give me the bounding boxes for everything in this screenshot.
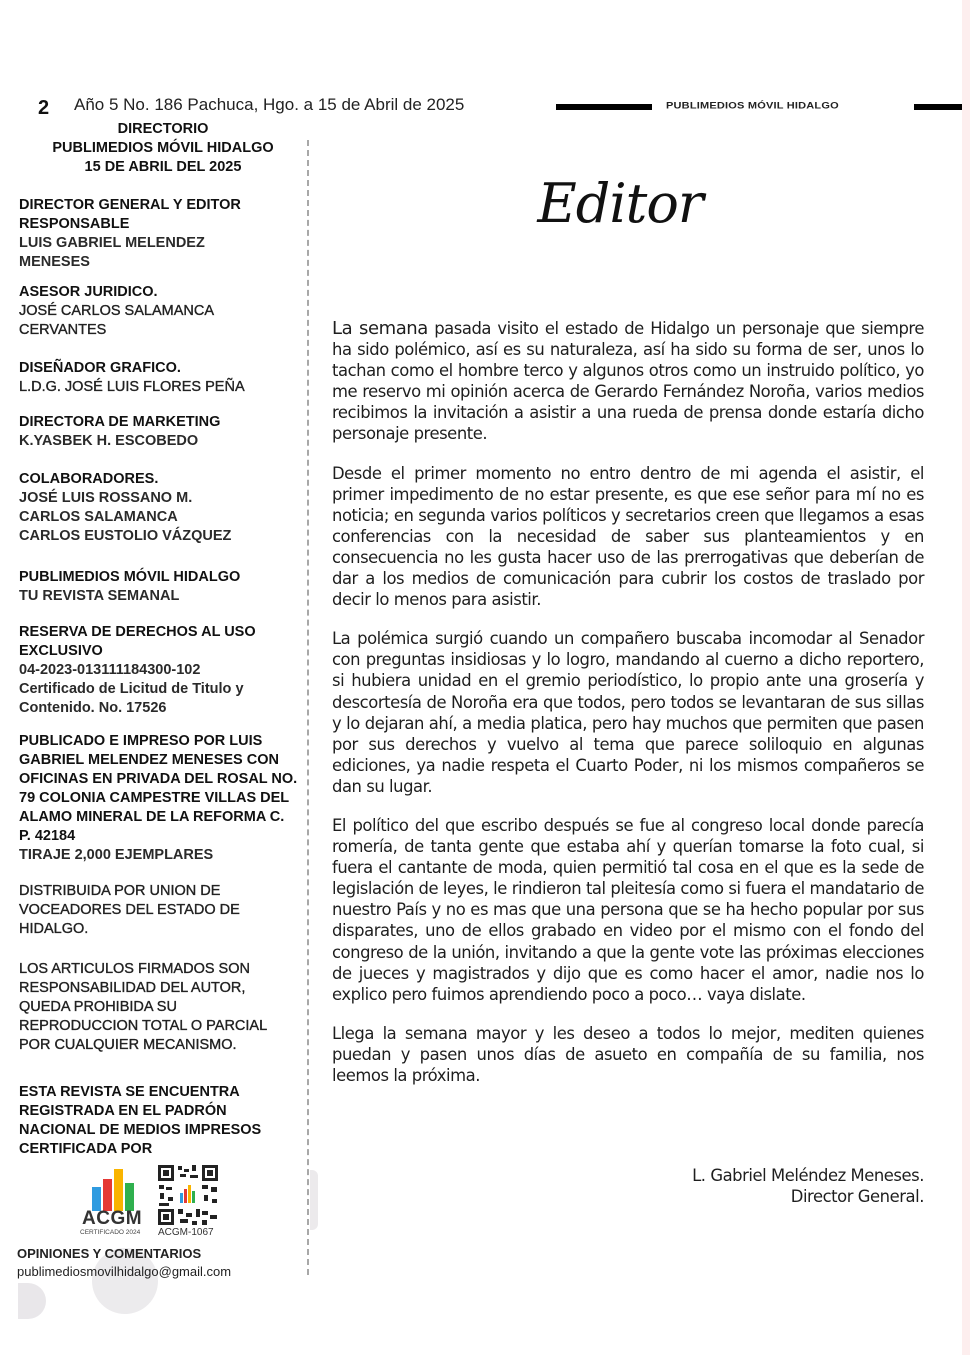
- section-body: L.D.G. JOSÉ LUIS FLORES PEÑA: [19, 379, 245, 395]
- acgm-certificate-year: CERTIFICADO 2024: [80, 1229, 141, 1236]
- section-title: DIRECTOR GENERAL Y EDITOR RESPONSABLE: [19, 197, 241, 232]
- signature: [692, 1165, 924, 1207]
- section-title: PUBLIMEDIOS MÓVIL HIDALGO: [19, 569, 241, 585]
- section-body: LUIS GABRIEL MELENDEZ MENESES: [19, 235, 205, 270]
- directory-section-rights: [19, 623, 309, 718]
- contact-email[interactable]: publimediosmovilhidalgo@gmail.com: [17, 1264, 232, 1279]
- article-paragraph: El político del que escribo después se fue al congreso local donde parecía romería, de tanta gente que estaba ahí y querían tomarse la foto cual, si fuera el cantante de moda, quien permitió tal cosa en el que es la sede de legislación de leyes, le rindieron tal pleitesía como si fuera el mandatario de nuestro País y no es mas que una persona que se ha hecho popular por sus disparates, uno de ellos grabado en video por el mismo con el fondo del congreso de la unión, invitando a que la gente vote las próximas elecciones de jueces y magistrados y dijo que es como hacer el amor, nadie nos lo explico pero fuimos aprendiendo poco a poco… vaya dislate.: [332, 815, 924, 1004]
- article-lead: La semana: [332, 318, 428, 339]
- directory-date: 15 DE ABRIL DEL 2025: [84, 159, 242, 175]
- directory-section-director: [19, 196, 309, 272]
- section-title: ASESOR JURIDICO.: [19, 284, 158, 300]
- acgm-id: ACGM-1067: [158, 1227, 214, 1238]
- acgm-logo-bars: [92, 1169, 142, 1211]
- article-title: Editor: [537, 172, 703, 235]
- section-body-line: Certificado de Licitud de Titulo y Contenido. No. 17526: [19, 681, 244, 716]
- header-rule-left: [556, 104, 652, 110]
- page-edge: [962, 0, 970, 1355]
- directory-section-marketing: [19, 413, 309, 451]
- section-title: RESERVA DE DERECHOS AL USO EXCLUSIVO: [19, 624, 256, 659]
- article-paragraph: La polémica surgió cuando un compañero buscaba incomodar al Senador con preguntas insidiosas y lo logro, mandando al cuerno a dicho reportero, si hubiera unidad en el gremio periodístico, lo propio ante una grosería y descortesía de Noroña era que todos, pero todos se levantaran de sus sillas y lo dejaran ahí, a media platica, pero hay muchos que permiten que pasen por sus derechos y vuelvo al tema que parece soliloquio en algunas ediciones, ya nadie respeta el Cuarto Poder, ni los mismos compañeros se dan su lugar.: [332, 629, 924, 796]
- contact-title: OPINIONES Y COMENTARIOS: [17, 1246, 202, 1261]
- article-paragraph: Desde el primer momento no entro dentro de mi agenda el asistir, el primer impedimento de no estar presente, es que ese señor para mí no es noticia; en segunda varios políticos y secretarios creen que llegamos a esas conferencias con la necesidad de saber sus planteamientos y en consecuencia no les gusta hacer uso de las prerrogativas que deberían de dar a los medios de comunicación para cubrir los costos de traslado por decir lo menos para asistir.: [332, 463, 924, 610]
- article-paragraph: [332, 318, 924, 445]
- decorative-circle: [18, 1283, 46, 1319]
- page-number: 2: [38, 97, 50, 119]
- qr-code-icon: [156, 1163, 220, 1227]
- section-body-line: JOSÉ LUIS ROSSANO M.: [19, 490, 193, 506]
- section-body-line: CARLOS SALAMANCA: [19, 509, 178, 525]
- decorative-circle: [310, 1170, 318, 1230]
- section-body: TU REVISTA SEMANAL: [19, 588, 180, 604]
- paragraph-text: pasada visito el estado de Hidalgo un personaje que siempre ha sido polémico, así es su naturaleza, así ha sido su forma de ser, unos lo tachan como el hombre terco y algunos otros como un instruido político, yo me reservo mi opinión acerca de Gerardo Fernández Noroña, varios medios recibimos la invitación a asistir a una rueda de prensa donde estaría dicho personaje presente.: [332, 319, 924, 444]
- section-body-line: 04-2023-013111184300-102: [19, 662, 201, 678]
- issue-line: Año 5 No. 186 Pachuca, Hgo. a 15 de Abril de 2025: [74, 95, 465, 114]
- brand-name: PUBLIMEDIOS MÓVIL HIDALGO: [666, 100, 839, 112]
- directory-section-disclaimer: [19, 960, 309, 1055]
- directory-title: DIRECTORIO: [117, 121, 209, 137]
- section-title: PUBLICADO E IMPRESO POR LUIS GABRIEL MELENDEZ MENESES CON OFICINAS EN PRIVADA DEL ROSAL NO. 79 COLONIA CAMPESTRE VILLAS DEL ALAMO MINERAL DE LA REFORMA C. P. 42184: [19, 733, 298, 844]
- section-body: K.YASBEK H. ESCOBEDO: [19, 433, 199, 449]
- section-title: DIRECTORA DE MARKETING: [19, 414, 221, 430]
- acgm-bar: [114, 1169, 123, 1211]
- article-paragraph: Llega la semana mayor y les deseo a todos lo mejor, mediten quienes puedan y pasen unos días de asueto en compañía de su familia, nos leemos la próxima.: [332, 1023, 924, 1085]
- directory-section-legal: [19, 283, 309, 340]
- header-rule-right: [914, 104, 962, 110]
- acgm-bar: [125, 1183, 134, 1211]
- directory-section-distribution: [19, 882, 309, 939]
- section-body: JOSÉ CARLOS SALAMANCA CERVANTES: [19, 303, 214, 338]
- acgm-bar: [103, 1179, 112, 1211]
- directory-section-tagline: [19, 568, 309, 606]
- directory-section-publisher: [19, 732, 309, 865]
- section-body: DISTRIBUIDA POR UNION DE VOCEADORES DEL ESTADO DE HIDALGO.: [19, 883, 240, 937]
- section-body-line: CARLOS EUSTOLIO VÁZQUEZ: [19, 528, 232, 544]
- article-body: [332, 318, 924, 1104]
- section-body: LOS ARTICULOS FIRMADOS SON RESPONSABILIDAD DEL AUTOR, QUEDA PROHIBIDA SU REPRODUCCION TOTAL O PARCIAL POR CUALQUIER MECANISMO.: [19, 961, 267, 1053]
- signature-name: L. Gabriel Meléndez Meneses.: [692, 1166, 924, 1185]
- acgm-logo-text: ACGM: [82, 1208, 143, 1229]
- section-title: ESTA REVISTA SE ENCUENTRA REGISTRADA EN EL PADRÓN NACIONAL DE MEDIOS IMPRESOS CERTIFICADA POR: [19, 1084, 262, 1157]
- directory-section-design: [19, 359, 309, 397]
- directory-publication: PUBLIMEDIOS MÓVIL HIDALGO: [52, 140, 274, 156]
- directory-section-registry: [19, 1083, 309, 1159]
- section-body: TIRAJE 2,000 EJEMPLARES: [19, 847, 214, 863]
- acgm-certification: [78, 1163, 228, 1243]
- directory-heading: [18, 120, 308, 177]
- section-title: COLABORADORES.: [19, 471, 159, 487]
- signature-role: Director General.: [790, 1187, 924, 1206]
- directory-section-collaborators: [19, 470, 309, 546]
- section-title: DISEÑADOR GRAFICO.: [19, 360, 181, 376]
